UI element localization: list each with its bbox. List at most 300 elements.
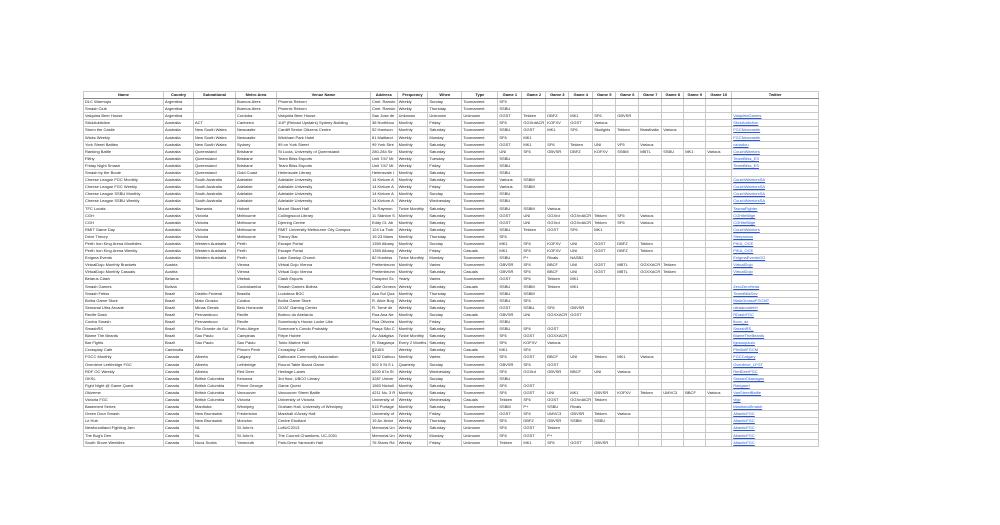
table-cell[interactable]: [662, 191, 684, 198]
table-cell[interactable]: Recife: [236, 311, 277, 318]
table-cell[interactable]: [684, 191, 706, 198]
table-cell[interactable]: GGST: [569, 120, 593, 127]
table-cell[interactable]: Djerring Centre: [277, 219, 371, 226]
table-cell[interactable]: Recife Dash: [84, 311, 164, 318]
table-cell[interactable]: Melbourne: [236, 226, 277, 233]
table-cell[interactable]: GBVSR: [498, 262, 522, 269]
table-cell[interactable]: GBVSR: [498, 311, 522, 318]
table-cell[interactable]: SF6: [498, 233, 522, 240]
table-cell[interactable]: 14 Kintore A: [371, 184, 398, 191]
table-cell[interactable]: Various: [639, 212, 662, 219]
table-cell[interactable]: [706, 333, 732, 340]
table-cell[interactable]: Monthly: [397, 382, 428, 389]
table-cell[interactable]: Brazil: [164, 304, 194, 311]
table-cell[interactable]: Dalhousie Community Association: [277, 354, 371, 361]
table-cell[interactable]: R. Tomé de: [371, 304, 398, 311]
table-cell[interactable]: GGST: [522, 389, 546, 396]
table-cell[interactable]: Tokio Marine Hall: [277, 340, 371, 347]
table-cell[interactable]: [684, 404, 706, 411]
table-cell[interactable]: SSBM: [569, 418, 593, 425]
table-cell[interactable]: SSBU: [498, 255, 522, 262]
table-cell[interactable]: Thursday: [428, 106, 462, 113]
table-cell[interactable]: British Columbia: [194, 375, 236, 382]
table-cell[interactable]: Graham Hall, University of Winnipeg: [277, 404, 371, 411]
table-cell[interactable]: [706, 233, 732, 240]
table-cell[interactable]: Adelaide University: [277, 184, 371, 191]
table-cell[interactable]: Pernambuco: [194, 311, 236, 318]
table-cell[interactable]: SSBU: [546, 404, 569, 411]
table-cell[interactable]: SSBM: [522, 177, 546, 184]
table-cell[interactable]: Hobart: [236, 205, 277, 212]
table-cell[interactable]: [546, 347, 569, 354]
table-cell[interactable]: [706, 432, 732, 439]
table-cell[interactable]: Boteco do Abelardo: [277, 311, 371, 318]
table-cell[interactable]: Tournament: [462, 411, 498, 418]
table-cell[interactable]: Tournament: [462, 191, 498, 198]
table-cell[interactable]: 14 Kintore A: [371, 191, 398, 198]
table-cell[interactable]: SSBU: [498, 205, 522, 212]
table-cell[interactable]: [706, 219, 732, 226]
table-cell[interactable]: South Australia: [194, 177, 236, 184]
table-cell[interactable]: Recife: [236, 319, 277, 326]
table-cell[interactable]: [706, 240, 732, 247]
table-cell[interactable]: Bolha Game Store: [84, 297, 164, 304]
table-cell[interactable]: [522, 99, 546, 106]
column-header[interactable]: Game 2: [522, 92, 546, 99]
table-cell[interactable]: MK1: [616, 354, 639, 361]
table-cell[interactable]: GGST: [522, 127, 546, 134]
table-cell[interactable]: Tekken: [639, 389, 662, 396]
table-cell[interactable]: GGXXACR: [640, 269, 661, 275]
table-cell[interactable]: Sunday: [428, 99, 462, 106]
table-cell[interactable]: Canberra: [236, 120, 277, 127]
table-cell[interactable]: Monday: [428, 255, 462, 262]
table-cell[interactable]: SF6: [498, 368, 522, 375]
table-cell[interactable]: [569, 375, 593, 382]
table-cell[interactable]: St John's: [236, 432, 277, 439]
table-cell[interactable]: Weekly: [397, 418, 428, 425]
table-cell[interactable]: Casuals: [462, 283, 498, 290]
table-cell[interactable]: Weekly: [397, 134, 428, 141]
table-cell[interactable]: [662, 226, 684, 233]
column-header[interactable]: Subnational: [194, 92, 236, 99]
table-cell[interactable]: [616, 177, 639, 184]
table-cell[interactable]: SF6: [498, 382, 522, 389]
table-cell[interactable]: [639, 191, 662, 198]
table-cell[interactable]: GBVSR: [616, 113, 639, 120]
table-cell[interactable]: Alberta: [194, 354, 236, 361]
table-cell[interactable]: [662, 418, 684, 425]
table-cell[interactable]: MK1: [546, 127, 569, 134]
table-cell[interactable]: GBVSR: [546, 148, 569, 155]
table-cell[interactable]: Australia: [164, 255, 194, 262]
table-cell[interactable]: [546, 184, 569, 191]
table-cell[interactable]: [639, 99, 662, 106]
table-cell[interactable]: [684, 382, 706, 389]
table-cell[interactable]: British Columbia: [194, 389, 236, 396]
table-cell[interactable]: Lake Gwelup Church: [277, 255, 371, 262]
table-cell[interactable]: [569, 361, 593, 368]
table-cell[interactable]: [194, 99, 236, 106]
table-cell[interactable]: [522, 162, 546, 169]
table-cell[interactable]: Tournament: [462, 340, 498, 347]
table-cell[interactable]: Tournament: [462, 418, 498, 425]
table-cell[interactable]: Rua Oliveira: [371, 319, 398, 326]
table-cell[interactable]: [684, 375, 706, 382]
table-cell[interactable]: 1359 Albany: [371, 240, 398, 247]
table-cell[interactable]: 99 York Stre: [371, 141, 398, 148]
table-cell[interactable]: University of Victoria: [277, 397, 371, 404]
table-cell[interactable]: SF6: [569, 127, 593, 134]
table-cell[interactable]: [706, 248, 732, 255]
table-cell[interactable]: [706, 340, 732, 347]
twitter-link-cell[interactable]: ZeroZeroHeda: [732, 283, 819, 290]
table-cell[interactable]: [662, 113, 684, 120]
table-cell[interactable]: MK1: [498, 347, 522, 354]
table-cell[interactable]: P+: [546, 432, 569, 439]
table-cell[interactable]: Western Australia: [194, 240, 236, 247]
table-cell[interactable]: Unit 7/47 Mi: [371, 155, 398, 162]
table-cell[interactable]: MK1: [684, 148, 706, 155]
table-cell[interactable]: [639, 184, 662, 191]
table-cell[interactable]: 11 Stanton S: [371, 212, 398, 219]
table-cell[interactable]: [616, 319, 639, 326]
table-cell[interactable]: UNI: [569, 269, 593, 276]
table-cell[interactable]: Canada: [164, 354, 194, 361]
table-cell[interactable]: [616, 326, 639, 333]
table-cell[interactable]: Casuals: [462, 397, 498, 404]
table-cell[interactable]: Friday: [428, 184, 462, 191]
table-cell[interactable]: SF6: [498, 389, 522, 396]
table-cell[interactable]: Helensvale Library: [277, 170, 371, 177]
table-cell[interactable]: Kelowna: [236, 375, 277, 382]
table-cell[interactable]: Twice Monthly: [397, 205, 428, 212]
table-cell[interactable]: [684, 326, 706, 333]
table-cell[interactable]: Brazil: [164, 319, 194, 326]
table-cell[interactable]: [684, 155, 706, 162]
table-cell[interactable]: [639, 162, 662, 169]
table-cell[interactable]: [616, 375, 639, 382]
table-cell[interactable]: Tournament: [462, 404, 498, 411]
table-cell[interactable]: Newcastle: [236, 127, 277, 134]
table-cell[interactable]: Tasmania: [194, 205, 236, 212]
table-cell[interactable]: South Shore Weeklies: [84, 439, 164, 446]
table-cell[interactable]: [706, 439, 732, 446]
table-cell[interactable]: Australia: [164, 240, 194, 247]
table-cell[interactable]: P+: [522, 404, 546, 411]
table-cell[interactable]: Tournament: [462, 297, 498, 304]
table-cell[interactable]: 3rd floor, UBCO Library: [277, 375, 371, 382]
table-cell[interactable]: MK1: [522, 439, 546, 446]
table-cell[interactable]: Various: [639, 141, 662, 148]
table-cell[interactable]: [616, 205, 639, 212]
table-cell[interactable]: Brazil: [164, 326, 194, 333]
table-cell[interactable]: [684, 226, 706, 233]
column-header[interactable]: Name: [84, 92, 164, 99]
table-cell[interactable]: [684, 276, 706, 283]
table-cell[interactable]: [569, 382, 593, 389]
table-cell[interactable]: [593, 333, 616, 340]
table-cell[interactable]: [662, 397, 684, 404]
table-cell[interactable]: Western Australia: [194, 255, 236, 262]
table-cell[interactable]: SSBM: [522, 290, 546, 297]
table-cell[interactable]: [639, 333, 662, 340]
table-cell[interactable]: SSBM: [522, 205, 546, 212]
table-cell[interactable]: KOFXV: [593, 148, 616, 155]
table-cell[interactable]: ACT: [194, 120, 236, 127]
table-cell[interactable]: Bolivia: [164, 283, 194, 290]
table-cell[interactable]: Vancouver: [236, 389, 277, 396]
table-cell[interactable]: [706, 304, 732, 311]
twitter-link-cell[interactable]: CouchWarriorsSA: [732, 191, 819, 198]
table-cell[interactable]: Theory Bar: [277, 233, 371, 240]
table-cell[interactable]: Tournament: [462, 226, 498, 233]
table-cell[interactable]: [569, 155, 593, 162]
table-cell[interactable]: [639, 411, 662, 418]
table-cell[interactable]: [639, 319, 662, 326]
table-cell[interactable]: [593, 276, 616, 283]
table-cell[interactable]: [639, 304, 662, 311]
table-cell[interactable]: South Australia: [194, 191, 236, 198]
table-cell[interactable]: [662, 375, 684, 382]
table-cell[interactable]: GGXXACR: [547, 311, 568, 317]
table-cell[interactable]: Tekken: [593, 354, 616, 361]
table-cell[interactable]: Victoria: [236, 397, 277, 404]
table-cell[interactable]: GOAT Gaming Center: [277, 304, 371, 311]
table-cell[interactable]: [684, 106, 706, 113]
table-cell[interactable]: [569, 198, 593, 205]
twitter-link-cell[interactable]: EnigmaEventsGG: [732, 255, 819, 262]
table-cell[interactable]: Saturday: [428, 141, 462, 148]
table-cell[interactable]: Memorial Un: [371, 432, 398, 439]
table-cell[interactable]: [639, 326, 662, 333]
table-cell[interactable]: [662, 283, 684, 290]
table-cell[interactable]: Contra Smash: [84, 319, 164, 326]
table-cell[interactable]: [706, 418, 732, 425]
table-cell[interactable]: Monthly: [397, 120, 428, 127]
table-cell[interactable]: Collingwood Library: [277, 212, 371, 219]
table-cell[interactable]: [706, 134, 732, 141]
table-cell[interactable]: Australia: [164, 212, 194, 219]
table-cell[interactable]: [662, 219, 684, 226]
table-cell[interactable]: Weekly: [397, 297, 428, 304]
table-cell[interactable]: [662, 326, 684, 333]
table-cell[interactable]: Vienna: [236, 269, 277, 276]
table-cell[interactable]: SSBU: [662, 148, 684, 155]
twitter-link-cell[interactable]: PIKA_OCE: [732, 248, 819, 255]
table-cell[interactable]: Perth: [236, 240, 277, 247]
table-cell[interactable]: Tournament: [462, 141, 498, 148]
table-cell[interactable]: Phoenix Reborn: [277, 99, 371, 106]
table-cell[interactable]: [616, 233, 639, 240]
table-cell[interactable]: Australia: [164, 155, 194, 162]
table-cell[interactable]: [593, 304, 616, 311]
table-cell[interactable]: Unknown: [428, 113, 462, 120]
table-cell[interactable]: Distrito Federal: [194, 290, 236, 297]
column-header[interactable]: Game 1: [498, 92, 522, 99]
table-cell[interactable]: 61 Maitland: [371, 134, 398, 141]
table-cell[interactable]: [684, 170, 706, 177]
table-cell[interactable]: Virtual Dojo Vienna: [277, 262, 371, 269]
table-cell[interactable]: Weekly: [397, 162, 428, 169]
table-cell[interactable]: SF6: [498, 340, 522, 347]
table-cell[interactable]: Tekken: [546, 425, 569, 432]
table-cell[interactable]: Saturday: [428, 326, 462, 333]
table-cell[interactable]: [706, 368, 732, 375]
table-cell[interactable]: Wicks Weekly: [84, 134, 164, 141]
table-cell[interactable]: Saturday: [428, 170, 462, 177]
table-cell[interactable]: [684, 311, 706, 318]
table-cell[interactable]: GGST: [498, 411, 522, 418]
table-cell[interactable]: 6200 67a St: [371, 368, 398, 375]
table-cell[interactable]: [546, 375, 569, 382]
table-cell[interactable]: Unknown: [462, 425, 498, 432]
table-cell[interactable]: 1359 Albany: [371, 248, 398, 255]
table-cell[interactable]: Tournament: [462, 177, 498, 184]
table-cell[interactable]: Australia: [164, 219, 194, 226]
table-cell[interactable]: Monthly: [397, 219, 428, 226]
table-cell[interactable]: Friday Night Smash: [84, 162, 164, 169]
table-cell[interactable]: [194, 269, 236, 276]
table-cell[interactable]: KOFXV: [546, 240, 569, 247]
table-cell[interactable]: Canada: [164, 382, 194, 389]
table-cell[interactable]: [684, 141, 706, 148]
table-cell[interactable]: Weekly: [397, 368, 428, 375]
table-cell[interactable]: [684, 354, 706, 361]
table-cell[interactable]: MK1: [498, 248, 522, 255]
table-cell[interactable]: Helensvale I: [371, 170, 398, 177]
table-cell[interactable]: Saturday: [428, 382, 462, 389]
table-cell[interactable]: Weekly: [397, 226, 428, 233]
table-cell[interactable]: [639, 276, 662, 283]
table-cell[interactable]: [593, 319, 616, 326]
table-cell[interactable]: Sunday: [428, 375, 462, 382]
table-cell[interactable]: Weekly: [397, 184, 428, 191]
table-cell[interactable]: Cheese League SSBU Weekly: [84, 198, 164, 205]
table-cell[interactable]: Australia: [164, 198, 194, 205]
table-cell[interactable]: [569, 326, 593, 333]
table-cell[interactable]: Brasilia: [236, 290, 277, 297]
table-cell[interactable]: Tekken: [522, 226, 546, 233]
table-cell[interactable]: [593, 255, 616, 262]
table-cell[interactable]: [593, 198, 616, 205]
table-cell[interactable]: Buenos Aires: [236, 99, 277, 106]
table-cell[interactable]: VirtualDojo Monthly Casuals: [84, 269, 164, 276]
table-cell[interactable]: Tekken: [662, 269, 684, 276]
table-cell[interactable]: Queensland: [194, 155, 236, 162]
table-cell[interactable]: Various: [616, 411, 639, 418]
table-cell[interactable]: [522, 198, 546, 205]
table-cell[interactable]: Weekly: [397, 347, 428, 354]
table-cell[interactable]: South Australia: [194, 184, 236, 191]
table-cell[interactable]: [684, 297, 706, 304]
table-cell[interactable]: [569, 99, 593, 106]
table-cell[interactable]: UNI: [569, 240, 593, 247]
table-cell[interactable]: [616, 106, 639, 113]
table-cell[interactable]: Pernambuco: [194, 319, 236, 326]
table-cell[interactable]: Manitoba: [194, 404, 236, 411]
table-cell[interactable]: Monthly: [397, 141, 428, 148]
table-cell[interactable]: Tournament: [462, 326, 498, 333]
table-cell[interactable]: Rivals: [546, 255, 569, 262]
table-cell[interactable]: [639, 283, 662, 290]
table-cell[interactable]: [684, 439, 706, 446]
table-cell[interactable]: [662, 155, 684, 162]
table-cell[interactable]: [684, 290, 706, 297]
table-cell[interactable]: [616, 290, 639, 297]
table-cell[interactable]: Victoria FGC: [84, 397, 164, 404]
table-cell[interactable]: GBVSR: [498, 269, 522, 276]
table-cell[interactable]: [194, 283, 236, 290]
twitter-link-cell[interactable]: [732, 276, 819, 283]
table-cell[interactable]: Newcastle: [236, 134, 277, 141]
table-cell[interactable]: SSBU: [498, 162, 522, 169]
table-cell[interactable]: Brisbane: [236, 155, 277, 162]
table-cell[interactable]: [684, 411, 706, 418]
table-cell[interactable]: Newfoundland Fighting Jam: [84, 425, 164, 432]
table-cell[interactable]: Le Hub: [84, 418, 164, 425]
table-cell[interactable]: [546, 170, 569, 177]
table-cell[interactable]: [593, 99, 616, 106]
table-cell[interactable]: [684, 198, 706, 205]
table-cell[interactable]: Austria: [164, 269, 194, 276]
table-cell[interactable]: Perth: [236, 255, 277, 262]
table-cell[interactable]: [546, 290, 569, 297]
twitter-link-cell[interactable]: AtlanticFGC: [732, 439, 819, 446]
table-cell[interactable]: [569, 162, 593, 169]
table-cell[interactable]: SF6: [498, 425, 522, 432]
table-cell[interactable]: TFC Locals: [84, 205, 164, 212]
table-cell[interactable]: Monthly: [397, 233, 428, 240]
table-cell[interactable]: 502 5 St S L: [371, 361, 398, 368]
table-cell[interactable]: Adelaide: [236, 184, 277, 191]
table-cell[interactable]: GGST: [522, 333, 546, 340]
table-cell[interactable]: [569, 340, 593, 347]
table-cell[interactable]: [706, 212, 732, 219]
table-cell[interactable]: [639, 290, 662, 297]
table-cell[interactable]: 99 on York Street: [277, 141, 371, 148]
table-cell[interactable]: [522, 155, 546, 162]
table-cell[interactable]: Tournament: [462, 120, 498, 127]
table-cell[interactable]: Lethbridge: [236, 361, 277, 368]
table-cell[interactable]: [616, 120, 639, 127]
table-cell[interactable]: [569, 184, 593, 191]
table-cell[interactable]: Tekken: [593, 219, 616, 226]
table-cell[interactable]: [662, 368, 684, 375]
table-cell[interactable]: Adelaide: [236, 198, 277, 205]
table-cell[interactable]: [706, 191, 732, 198]
twitter-link-cell[interactable]: RedDeerFGC: [732, 368, 819, 375]
table-cell[interactable]: GBVSR: [593, 389, 616, 396]
table-cell[interactable]: Monthly: [397, 389, 428, 396]
table-cell[interactable]: [639, 375, 662, 382]
table-cell[interactable]: [593, 375, 616, 382]
table-cell[interactable]: [639, 177, 662, 184]
table-cell[interactable]: Tournament: [462, 290, 498, 297]
table-cell[interactable]: [593, 106, 616, 113]
table-cell[interactable]: 515 Portage: [371, 404, 398, 411]
table-cell[interactable]: NASB2: [569, 255, 593, 262]
table-cell[interactable]: [684, 162, 706, 169]
table-cell[interactable]: Australia: [164, 184, 194, 191]
table-cell[interactable]: Wickham Park Hotel: [277, 134, 371, 141]
table-cell[interactable]: Filthy: [84, 155, 164, 162]
twitter-link-cell[interactable]: CouchWarriors: [732, 226, 819, 233]
table-cell[interactable]: FGCC Monthly: [84, 354, 164, 361]
table-cell[interactable]: Saturday: [428, 389, 462, 396]
table-cell[interactable]: [522, 170, 546, 177]
table-cell[interactable]: KOFXV: [546, 120, 569, 127]
